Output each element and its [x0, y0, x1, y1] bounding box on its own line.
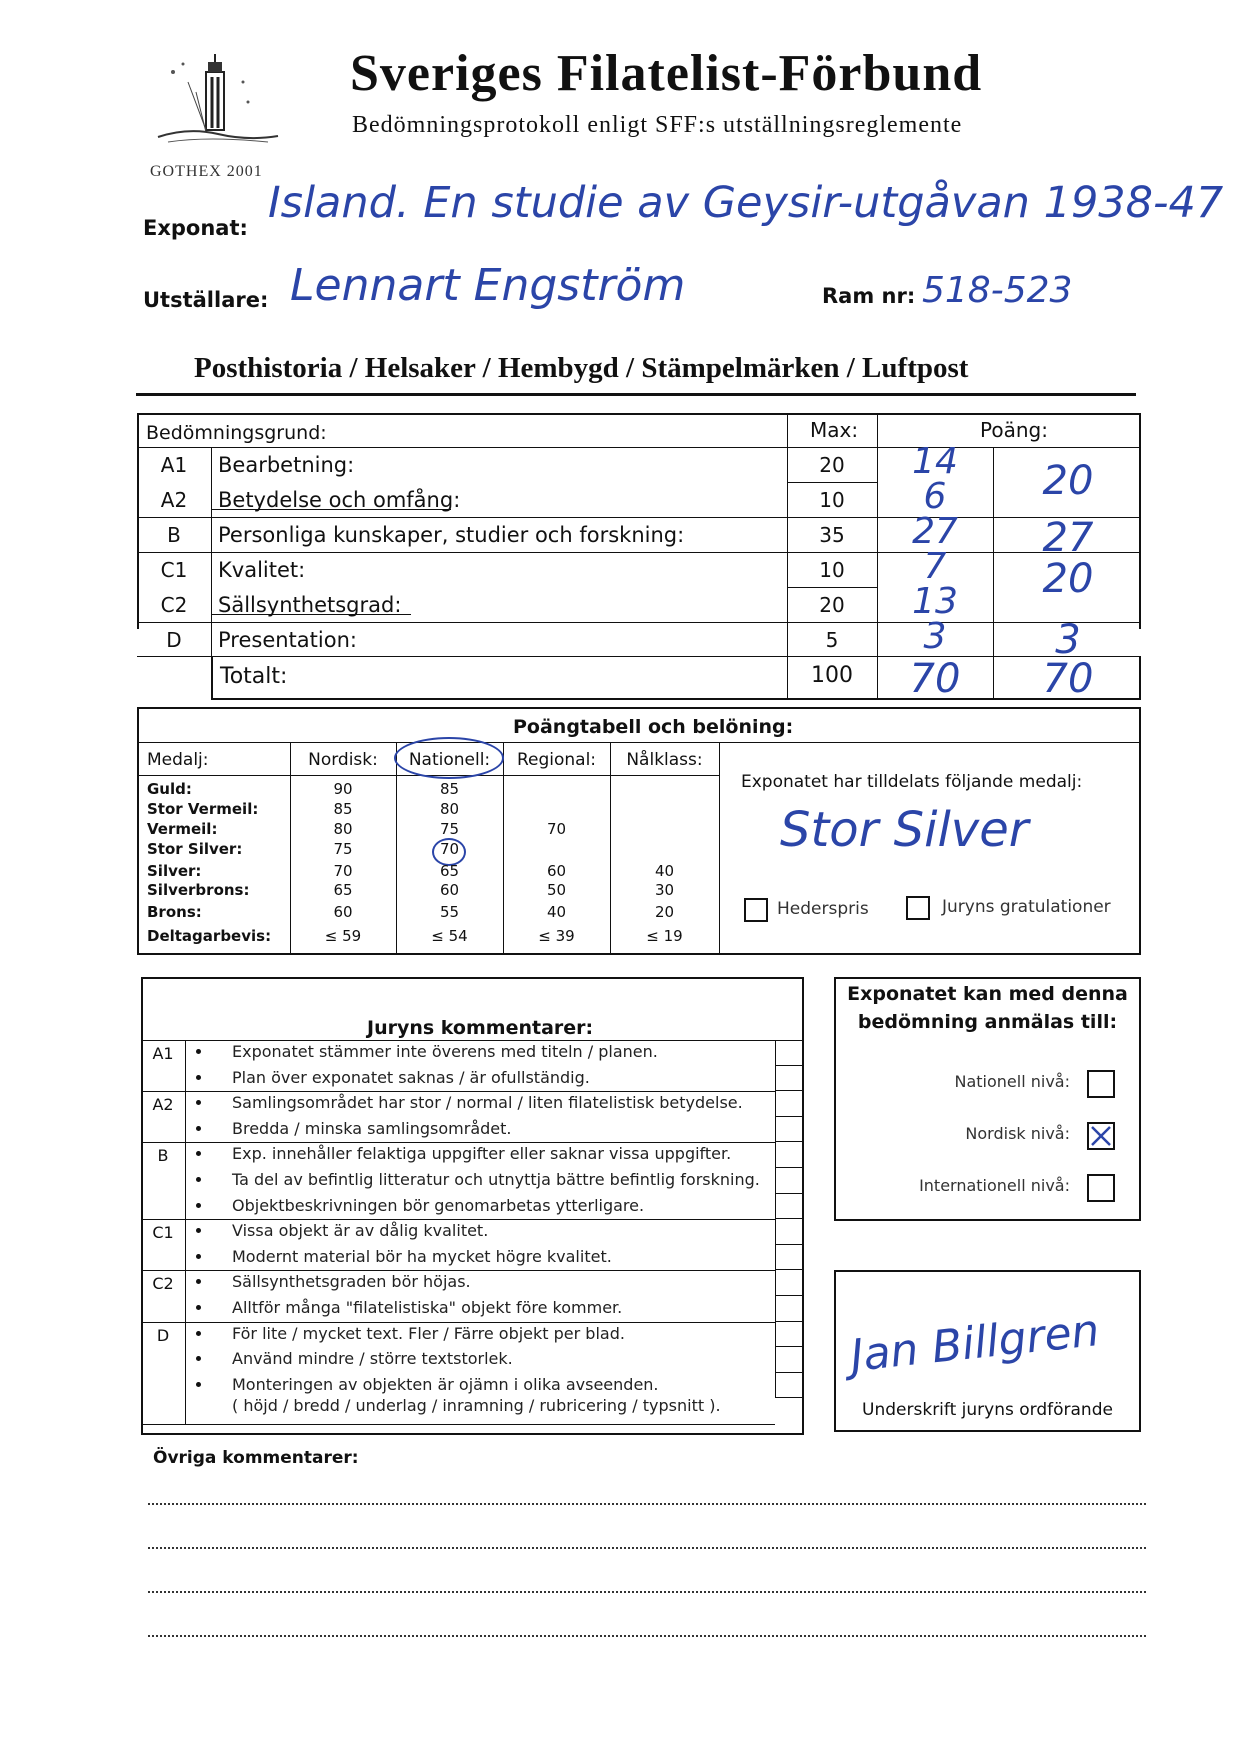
scoring-header-poang: Poäng:: [980, 418, 1048, 442]
medal-row-nordisk: 90: [333, 780, 353, 798]
score-row-score: 14: [912, 441, 958, 482]
medal-col: [719, 742, 720, 955]
score-row-score: 13: [912, 581, 958, 622]
jury-item-text: Alltför många "filatelistiska" objekt före kommer.: [232, 1298, 623, 1317]
score-row-label: Bearbetning:: [218, 453, 355, 477]
awarded-label: Exponatet har tilldelats följande medalj:: [741, 772, 1083, 792]
jury-title: Juryns kommentarer:: [367, 1017, 594, 1039]
score-row-max: 10: [819, 488, 845, 512]
medal-col: [610, 742, 611, 955]
jury-item-text: Samlingsområdet har stor / normal / liten filatelistisk betydelse.: [232, 1093, 743, 1113]
anmalan-level-checkbox[interactable]: [1087, 1070, 1115, 1098]
score-row-label: Personliga kunskaper, studier och forskning:: [218, 523, 685, 547]
score-row-max: 20: [819, 593, 845, 617]
jury-item-checkbox[interactable]: [775, 1091, 802, 1117]
jury-group-code: C1: [152, 1223, 174, 1243]
medal-col-header: Nationell:: [408, 750, 491, 770]
medal-row-nationell: 85: [439, 780, 460, 798]
medal-row-nationell: ≤ 54: [431, 927, 468, 945]
medal-row-nationell: 65: [439, 862, 460, 880]
ovriga-line[interactable]: [148, 1591, 1146, 1593]
jury-item-text: Ta del av befintlig litteratur och utnyttja bättre befintlig forskning.: [232, 1170, 760, 1189]
jury-item-checkbox[interactable]: [775, 1066, 802, 1092]
jury-group-code: D: [156, 1325, 170, 1345]
hederspris-checkbox[interactable]: [744, 898, 768, 922]
score-row-code: A2: [160, 488, 188, 512]
medal-row-name: Silverbrons:: [147, 881, 250, 899]
medal-rule: [137, 742, 1141, 743]
awarded-value: Stor Silver: [780, 802, 1029, 858]
anmalan-title-line2: bedömning anmälas till:: [857, 1011, 1118, 1033]
score-row-label: Sällsynthetsgrad:: [218, 593, 402, 617]
logo: [148, 52, 288, 147]
score-row-max: 20: [819, 453, 845, 477]
jury-item-text: Vissa objekt är av dålig kvalitet.: [232, 1221, 489, 1241]
score-row-code: B: [167, 523, 181, 547]
jury-bullet: [196, 1305, 201, 1310]
medal-row-name: Guld:: [147, 780, 192, 798]
medal-col-header: Nålklass:: [626, 750, 703, 770]
medal-row-nalklass: 20: [654, 903, 675, 921]
medal-row-nalklass: 30: [654, 881, 675, 899]
jury-item-checkbox[interactable]: [775, 1347, 802, 1373]
anmalan-level-checkbox[interactable]: [1087, 1122, 1115, 1150]
medal-row-nordisk: 70: [333, 862, 353, 880]
heading-rule: [136, 393, 1136, 396]
jury-group-rule: [141, 1142, 775, 1143]
jury-bullet: [196, 1203, 201, 1208]
page-subtitle: Bedömningsprotokoll enligt SFF:s utställningsreglemente: [352, 112, 963, 138]
jury-item-text: Exp. innehåller felaktiga uppgifter eller saknar vissa uppgifter.: [232, 1144, 732, 1164]
ovriga-label: Övriga kommentarer:: [153, 1448, 359, 1468]
utstallare-label: Utställare:: [143, 288, 269, 312]
medal-row-nordisk: 65: [333, 881, 353, 899]
scoring-col-score2: [993, 447, 994, 700]
jury-item-text: Modernt material bör ha mycket högre kvalitet.: [232, 1246, 612, 1266]
scoring-rule: [787, 587, 877, 588]
scoring-total-label: Totalt:: [220, 664, 288, 689]
jury-group-rule: [141, 1424, 775, 1425]
hederspris-label: Hederspris: [777, 899, 869, 919]
ram-label: Ram nr:: [822, 284, 916, 308]
signature-caption: Underskrift juryns ordförande: [862, 1400, 1113, 1420]
score-row-max: 10: [819, 558, 845, 582]
medal-row-nalklass: 40: [654, 862, 675, 880]
ovriga-line[interactable]: [148, 1547, 1146, 1549]
exponat-value: Island. En studie av Geysir-utgåvan 1938-47: [268, 178, 1224, 228]
logo-caption: GOTHEX 2001: [150, 163, 263, 180]
medal-row-nordisk: 85: [333, 800, 353, 818]
jury-group-code: A2: [152, 1095, 174, 1115]
scoring-col-code: [211, 447, 212, 700]
anmalan-level-checkbox[interactable]: [1087, 1174, 1115, 1202]
anmalan-level-label: Nationell nivå:: [954, 1072, 1070, 1091]
jury-code-col: [185, 1040, 186, 1424]
medal-row-regional: ≤ 39: [538, 927, 575, 945]
medal-row-nordisk: ≤ 59: [324, 927, 362, 945]
jury-item-checkbox[interactable]: [775, 1168, 802, 1194]
jury-item-text: Plan över exponatet saknas / är ofullständig.: [232, 1067, 590, 1087]
medal-col-header: Regional:: [516, 750, 597, 770]
medal-row-regional: 70: [546, 820, 567, 838]
score-row-label: Betydelse och omfång:: [218, 488, 461, 512]
jury-item-checkbox[interactable]: [775, 1322, 802, 1348]
anmalan-level-label: Internationell nivå:: [919, 1176, 1070, 1195]
medal-row-nationell: 55: [439, 903, 460, 921]
exponat-label: Exponat:: [143, 216, 248, 240]
medal-row-name: Silver:: [147, 862, 202, 880]
medal-row-regional: 40: [546, 903, 567, 921]
jury-item-text: Objektbeskrivningen bör genomarbetas ytterligare.: [232, 1195, 645, 1215]
jury-item-extra: ( höjd / bredd / underlag / inramning / rubricering / typsnitt ).: [232, 1396, 721, 1416]
medal-col-header: Nordisk:: [308, 750, 378, 770]
jury-bullet: [196, 1049, 201, 1054]
jury-item-checkbox[interactable]: [775, 1142, 802, 1168]
signature: Jan Billgren: [848, 1305, 1102, 1382]
medal-table-title: Poängtabell och belöning:: [513, 716, 794, 738]
medal-row-name: Vermeil:: [147, 820, 218, 838]
lighthouse-logo-icon: [148, 52, 288, 147]
score-row-max: 35: [819, 523, 845, 547]
group-score-a: 20: [1042, 458, 1094, 504]
medal-row-nationell: 60: [439, 881, 460, 899]
scoring-header-grund: Bedömningsgrund:: [146, 422, 327, 444]
group-score-d: 3: [1055, 617, 1081, 663]
jury-item-checkbox[interactable]: [775, 1245, 802, 1271]
jury-group-rule: [141, 1270, 775, 1271]
jury-group-rule: [141, 1322, 775, 1323]
jury-item-checkbox[interactable]: [775, 1219, 802, 1245]
jury-item-checkbox[interactable]: [775, 1194, 802, 1220]
jury-group-code: A1: [152, 1044, 174, 1063]
ovriga-line[interactable]: [148, 1635, 1146, 1637]
score-row-score: 7: [923, 546, 947, 587]
score-row-code: D: [166, 628, 182, 652]
anmalan-title-line1: Exponatet kan med denna: [847, 983, 1128, 1005]
score-row-label: Presentation:: [218, 628, 357, 652]
medal-row-nalklass: ≤ 19: [646, 927, 683, 945]
score-row-code: C1: [160, 558, 188, 582]
medal-row-nordisk: 75: [333, 840, 353, 858]
jury-bullet: [196, 1382, 201, 1387]
utstallare-value: Lennart Engström: [290, 260, 686, 311]
scoring-total-max: 100: [811, 663, 853, 688]
group-score-c: 20: [1042, 556, 1094, 602]
page-title: Sveriges Filatelist-Förbund: [350, 45, 983, 102]
medal-row-nationell: 80: [439, 800, 460, 818]
jury-item-checkbox[interactable]: [775, 1270, 802, 1296]
category-heading: Posthistoria / Helsaker / Hembygd / Stämpelmärken / Luftpost: [194, 352, 969, 384]
jury-group-rule: [141, 1219, 775, 1220]
jury-bullet: [196, 1177, 201, 1182]
jury-table-top: [141, 1040, 802, 1041]
nationell-circle: [394, 737, 504, 779]
score-row-max: 5: [825, 628, 839, 652]
jury-item-checkbox[interactable]: [775, 1117, 802, 1143]
jury-group-code: B: [157, 1146, 169, 1166]
medal-row-nordisk: 60: [333, 903, 353, 921]
medal-row-name: Deltagarbevis:: [147, 927, 272, 945]
jury-item-checkbox[interactable]: [775, 1373, 802, 1399]
jury-group-rule: [141, 1091, 775, 1092]
scoring-header-max: Max:: [810, 418, 859, 442]
jury-item-text: Använd mindre / större textstorlek.: [232, 1349, 513, 1369]
scoring-rule: [787, 482, 877, 483]
score-row-label: Kvalitet:: [218, 558, 306, 582]
jury-group-code: C2: [152, 1274, 174, 1294]
jury-item-checkbox[interactable]: [775, 1040, 802, 1066]
check-x-icon: [1089, 1124, 1113, 1148]
medal-col-header: Medalj:: [147, 750, 209, 770]
jury-bullet: [196, 1254, 201, 1259]
jury-item-text: Monteringen av objekten är ojämn i olika avseenden.: [232, 1374, 659, 1394]
group-score-total: 70: [1042, 656, 1094, 702]
medal-row-name: Stor Vermeil:: [147, 800, 259, 818]
medal-row-nationell: 70: [439, 840, 460, 858]
score-row-code: A1: [160, 453, 188, 477]
jury-item-text: Sällsynthetsgraden bör höjas.: [232, 1272, 471, 1292]
medal-row-name: Stor Silver:: [147, 840, 243, 858]
medal-row-nationell: 75: [439, 820, 460, 838]
medal-row-nordisk: 80: [333, 820, 353, 838]
jury-item-checkbox[interactable]: [775, 1296, 802, 1322]
medal-row-regional: 50: [546, 881, 567, 899]
medal-col: [503, 742, 504, 955]
medal-row-regional: 60: [546, 862, 567, 880]
gratulationer-label: Juryns gratulationer: [942, 897, 1111, 917]
gratulationer-checkbox[interactable]: [906, 896, 930, 920]
score-row-score: 6: [923, 476, 947, 517]
anmalan-level-label: Nordisk nivå:: [965, 1124, 1070, 1143]
jury-bullet: [196, 1075, 201, 1080]
jury-item-text: Bredda / minska samlingsområdet.: [232, 1118, 512, 1138]
jury-bullet: [196, 1126, 201, 1131]
ovriga-line[interactable]: [148, 1503, 1146, 1505]
jury-item-text: För lite / mycket text. Fler / Färre objekt per blad.: [232, 1323, 625, 1343]
group-score-b: 27: [1042, 515, 1094, 561]
score-row-score: 27: [912, 511, 958, 552]
scoring-total-score: 70: [909, 656, 961, 702]
score-row-code: C2: [160, 593, 188, 617]
ram-value: 518-523: [922, 270, 1073, 311]
jury-item-text: Exponatet stämmer inte överens med titeln / planen.: [232, 1042, 658, 1061]
jury-bullet: [196, 1331, 201, 1336]
score-row-score: 3: [923, 616, 947, 657]
medal-row-name: Brons:: [147, 903, 202, 921]
